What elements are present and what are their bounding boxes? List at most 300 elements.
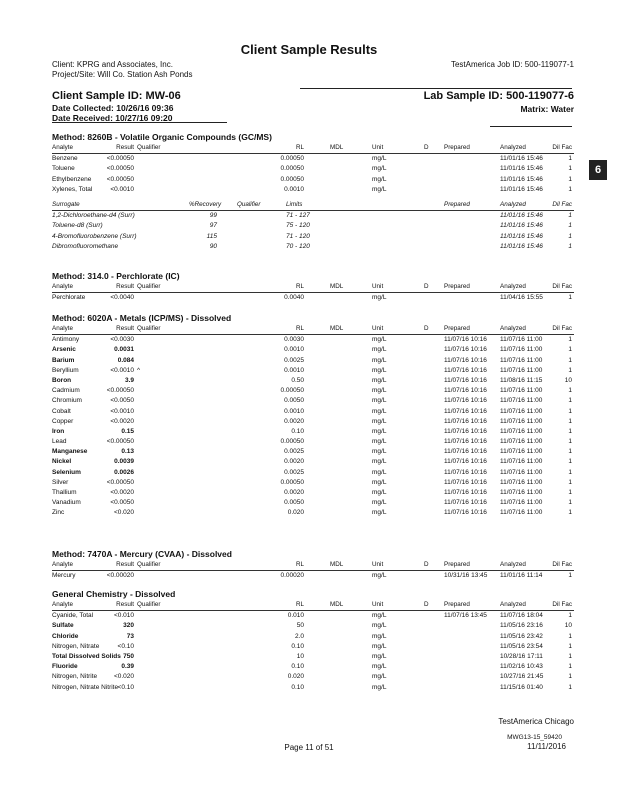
cell-result: 750: [123, 652, 134, 660]
cell-rl: 0.00050: [280, 175, 304, 183]
surrogate-cell-analyzed: 11/01/16 15:46: [500, 212, 543, 220]
column-header-unit: Unit: [372, 325, 384, 332]
cell-analyzed: 11/07/16 18:04: [500, 612, 543, 620]
cell-rl: 2.0: [294, 632, 304, 640]
column-header-d: D: [424, 325, 429, 332]
footer-date: 11/11/2016: [527, 742, 566, 751]
cell-rl: 0.0010: [284, 407, 304, 415]
cell-prepared: 11/07/16 10:16: [444, 478, 487, 486]
cell-analyzed: 11/04/16 15:55: [500, 294, 543, 302]
cell-analyzed: 10/28/16 17:11: [500, 652, 543, 660]
cell-analyte: Xylenes, Total: [52, 185, 93, 193]
column-header-rl: RL: [295, 325, 304, 332]
cell-analyte: Arsenic: [52, 346, 76, 354]
cell-analyte: Chloride: [52, 632, 79, 640]
cell-dil: 1: [568, 366, 572, 374]
cell-result: <0.00050: [106, 387, 134, 395]
result-row: [52, 185, 574, 195]
cell-result: <0.00050: [106, 175, 134, 183]
column-header-mdl: MDL: [330, 283, 344, 290]
column-header-result: Result: [116, 561, 134, 568]
client-sample-id: Client Sample ID: MW-06: [52, 90, 181, 102]
cell-rl: 0.0025: [284, 356, 304, 364]
cell-analyzed: 11/07/16 11:00: [500, 427, 543, 435]
column-header-analyzed: Analyzed: [500, 283, 526, 290]
cell-unit: mg/L: [372, 397, 387, 405]
cell-unit: mg/L: [372, 427, 387, 435]
column-header-result: Result: [116, 325, 134, 332]
cell-analyte: Cyanide, Total: [52, 612, 94, 620]
column-header-result: Result: [116, 144, 134, 151]
cell-result: 0.0039: [114, 458, 134, 466]
surrogate-cell-dil: 1: [568, 232, 572, 240]
cell-prepared: 10/31/16 13:45: [444, 572, 488, 580]
cell-analyzed: 11/07/16 11:00: [500, 499, 543, 507]
cell-unit: mg/L: [372, 438, 387, 446]
cell-rl: 0.020: [287, 673, 304, 681]
cell-rl: 0.00020: [280, 572, 304, 580]
result-row: [52, 407, 574, 417]
cell-prepared: 11/07/16 10:16: [444, 346, 487, 354]
surrogate-header-prepared: Prepared: [444, 200, 470, 208]
cell-analyte: Total Dissolved Solids: [52, 652, 121, 660]
surrogate-header-dil-fac: Dil Fac: [552, 200, 572, 208]
cell-unit: mg/L: [372, 673, 387, 681]
header-rule-matrix: [490, 126, 572, 127]
cell-unit: mg/L: [372, 458, 387, 466]
cell-dil: 1: [568, 427, 572, 435]
cell-analyte: Sulfate: [52, 622, 74, 630]
column-header-row: [52, 282, 574, 293]
cell-rl: 10: [296, 652, 304, 660]
cell-analyzed: 11/15/16 01:40: [500, 683, 543, 691]
cell-result: <0.0010: [110, 366, 134, 374]
method-section: [52, 313, 574, 519]
result-row: [52, 662, 574, 672]
cell-unit: mg/L: [372, 387, 387, 395]
column-header-rl: RL: [295, 601, 304, 608]
cell-analyzed: 11/07/16 11:00: [500, 346, 543, 354]
column-header-qualifier: Qualifier: [137, 283, 161, 290]
cell-analyzed: 11/07/16 11:00: [500, 489, 543, 496]
cell-unit: mg/L: [372, 478, 387, 486]
result-row: [52, 376, 574, 386]
surrogate-cell-dil: 1: [568, 222, 572, 230]
cell-unit: mg/L: [372, 155, 387, 163]
cell-analyzed: 11/01/16 15:46: [500, 175, 543, 183]
column-header-d: D: [424, 283, 429, 290]
column-header-unit: Unit: [372, 144, 384, 151]
matrix: Matrix: Water: [520, 104, 574, 114]
cell-rl: 0.00050: [280, 438, 304, 446]
header-rule-left: [52, 122, 227, 123]
column-header-row: [52, 560, 574, 571]
surrogate-cell-limits: 71 - 127: [286, 212, 310, 220]
cell-unit: mg/L: [372, 509, 387, 517]
cell-unit: mg/L: [372, 612, 387, 620]
method-title: Method: 6020A - Metals (ICP/MS) - Dissolved: [52, 313, 232, 323]
cell-unit: mg/L: [372, 366, 387, 374]
cell-analyte: Barium: [52, 356, 75, 364]
cell-unit: mg/L: [372, 499, 387, 507]
cell-result: <0.0050: [110, 397, 134, 405]
method-title: Method: 8260B - Volatile Organic Compounds (GC/MS): [52, 132, 272, 142]
cell-rl: 0.10: [291, 427, 304, 435]
cell-result: 0.15: [121, 427, 134, 435]
cell-prepared: 11/07/16 10:16: [444, 417, 487, 425]
cell-rl: 0.00050: [280, 155, 304, 163]
cell-analyzed: 11/07/16 11:00: [500, 509, 543, 517]
column-header-qualifier: Qualifier: [137, 325, 161, 332]
cell-dil: 1: [568, 185, 572, 193]
cell-rl: 0.00050: [280, 478, 304, 486]
cell-analyzed: 11/08/16 11:15: [500, 376, 543, 384]
cell-unit: mg/L: [372, 448, 387, 456]
cell-unit: mg/L: [372, 376, 387, 384]
cell-unit: mg/L: [372, 417, 387, 425]
surrogate-cell-name: Dibromofluoromethane: [52, 242, 119, 250]
column-header-dil-fac: Dil Fac: [552, 601, 572, 608]
cell-unit: mg/L: [372, 407, 387, 415]
cell-unit: mg/L: [372, 356, 387, 364]
cell-rl: 0.50: [291, 376, 304, 384]
result-row: [52, 417, 574, 427]
surrogate-header-recovery: %Recovery: [189, 200, 222, 208]
cell-dil: 1: [568, 448, 572, 456]
cell-analyte: Beryllium: [52, 366, 79, 374]
cell-result: <0.00050: [106, 478, 134, 486]
surrogate-cell-recovery: 99: [209, 212, 217, 220]
cell-rl: 0.0025: [284, 468, 304, 476]
cell-prepared: 11/07/16 10:16: [444, 336, 487, 344]
column-header-result: Result: [116, 601, 134, 608]
cell-analyzed: 11/01/16 15:46: [500, 165, 543, 173]
result-row: [52, 437, 574, 447]
cell-unit: mg/L: [372, 165, 387, 173]
cell-result: 0.13: [121, 448, 134, 456]
cell-analyzed: 11/01/16 15:46: [500, 155, 543, 163]
surrogate-cell-dil: 1: [568, 212, 572, 220]
cell-prepared: 11/07/16 10:16: [444, 499, 487, 507]
method-section: [52, 589, 574, 693]
cell-dil: 1: [568, 387, 572, 395]
cell-unit: mg/L: [372, 663, 387, 671]
cell-result: <0.0010: [110, 407, 134, 415]
column-header-unit: Unit: [372, 283, 384, 290]
cell-rl: 0.0020: [284, 489, 304, 496]
surrogate-cell-analyzed: 11/01/16 15:46: [500, 242, 543, 250]
cell-rl: 0.10: [291, 663, 304, 671]
cell-prepared: 11/07/16 10:16: [444, 397, 487, 405]
cell-analyzed: 11/07/16 11:00: [500, 407, 543, 415]
result-row: [52, 427, 574, 437]
result-row: [52, 154, 574, 164]
column-header-result: Result: [116, 283, 134, 290]
surrogate-cell-recovery: 97: [209, 222, 217, 230]
column-header-rl: RL: [295, 283, 304, 290]
cell-unit: mg/L: [372, 572, 387, 580]
cell-unit: mg/L: [372, 489, 387, 496]
cell-prepared: 11/07/16 10:16: [444, 489, 487, 496]
result-row: [52, 508, 574, 518]
cell-analyzed: 11/07/16 11:00: [500, 448, 543, 456]
surrogate-cell-recovery: 115: [206, 232, 217, 240]
cell-result: <0.00050: [106, 155, 134, 163]
column-header-analyte: Analyte: [52, 283, 74, 290]
date-collected: Date Collected: 10/26/16 09:36: [52, 103, 174, 113]
surrogate-cell-name: Toluene-d8 (Surr): [52, 222, 103, 230]
page-title: Client Sample Results: [240, 42, 378, 57]
cell-analyte: Selenium: [52, 468, 81, 476]
footer-page-number: Page 11 of 51: [284, 743, 334, 752]
column-header-qualifier: Qualifier: [137, 601, 161, 608]
cell-unit: mg/L: [372, 346, 387, 354]
cell-rl: 0.0025: [284, 448, 304, 456]
column-header-dil-fac: Dil Fac: [552, 144, 572, 151]
cell-result: <0.0040: [110, 294, 134, 302]
cell-dil: 1: [568, 397, 572, 405]
cell-unit: mg/L: [372, 632, 387, 640]
surrogate-cell-limits: 70 - 120: [286, 242, 310, 250]
result-row: [52, 447, 574, 457]
project-site: Project/Site: Will Co. Station Ash Ponds: [52, 70, 193, 79]
column-header-analyzed: Analyzed: [500, 325, 526, 332]
cell-dil: 1: [568, 509, 572, 517]
cell-unit: mg/L: [372, 336, 387, 344]
cell-unit: mg/L: [372, 683, 387, 691]
result-row: [52, 366, 574, 376]
column-header-qualifier: Qualifier: [137, 561, 161, 568]
cell-analyte: Boron: [52, 376, 72, 384]
column-header-unit: Unit: [372, 561, 384, 568]
column-header-d: D: [424, 601, 429, 608]
method-section: [52, 271, 574, 303]
cell-analyte: Toluene: [52, 165, 75, 173]
column-header-dil-fac: Dil Fac: [552, 283, 572, 290]
cell-rl: 0.0020: [284, 417, 304, 425]
method-section: [52, 132, 574, 252]
column-header-prepared: Prepared: [444, 325, 470, 332]
cell-result: <0.0020: [110, 489, 134, 496]
cell-analyzed: 11/05/16 23:16: [500, 622, 543, 630]
surrogate-row: [52, 242, 574, 252]
column-header-rl: RL: [295, 561, 304, 568]
method-title: Method: 7470A - Mercury (CVAA) - Dissolved: [52, 549, 232, 559]
cell-analyzed: 11/07/16 11:00: [500, 417, 543, 425]
section-tab-badge: 6: [589, 160, 607, 180]
surrogate-header-surrogate: Surrogate: [52, 200, 80, 208]
cell-analyte: Thallium: [52, 489, 77, 496]
cell-result: <0.10: [117, 683, 134, 691]
cell-dil: 1: [568, 165, 572, 173]
cell-rl: 0.10: [291, 642, 304, 650]
lab-sample-id: Lab Sample ID: 500-119077-6: [423, 90, 574, 102]
cell-dil: 1: [568, 468, 572, 476]
result-row: [52, 498, 574, 508]
surrogate-cell-dil: 1: [568, 242, 572, 250]
cell-rl: 0.0020: [284, 458, 304, 466]
cell-analyte: Antimony: [52, 336, 80, 344]
cell-rl: 0.0030: [284, 336, 304, 344]
cell-rl: 50: [296, 622, 304, 630]
cell-analyzed: 11/02/16 10:43: [500, 663, 543, 671]
cell-result: <0.010: [113, 612, 134, 620]
column-header-qualifier: Qualifier: [137, 144, 161, 151]
date-received: Date Received: 10/27/16 09:20: [52, 113, 173, 123]
cell-unit: mg/L: [372, 642, 387, 650]
cell-prepared: 11/07/16 13:45: [444, 612, 487, 620]
cell-rl: 0.00050: [280, 387, 304, 395]
cell-dil: 1: [568, 438, 572, 446]
result-row: [52, 335, 574, 345]
cell-dil: 10: [564, 622, 572, 630]
column-header-analyzed: Analyzed: [500, 601, 526, 608]
cell-prepared: 11/07/16 10:16: [444, 407, 487, 415]
cell-result: <0.10: [117, 642, 134, 650]
surrogate-row: [52, 211, 574, 221]
column-header-prepared: Prepared: [444, 561, 470, 568]
column-header-analyte: Analyte: [52, 325, 74, 332]
cell-dil: 1: [568, 356, 572, 364]
column-header-analyzed: Analyzed: [500, 144, 526, 151]
result-row: [52, 478, 574, 488]
result-row: [52, 356, 574, 366]
cell-prepared: 11/07/16 10:16: [444, 468, 487, 476]
cell-dil: 1: [568, 155, 572, 163]
result-row: [52, 164, 574, 174]
column-header-mdl: MDL: [330, 325, 344, 332]
column-header-row: [52, 600, 574, 611]
surrogate-row: [52, 221, 574, 231]
cell-rl: 0.010: [287, 612, 304, 620]
result-row: [52, 175, 574, 185]
cell-unit: mg/L: [372, 185, 387, 193]
column-header-row: [52, 143, 574, 154]
cell-analyte: Benzene: [52, 155, 78, 163]
cell-prepared: 11/07/16 10:16: [444, 448, 487, 456]
result-row: [52, 345, 574, 355]
result-row: [52, 457, 574, 467]
cell-analyzed: 11/07/16 11:00: [500, 458, 543, 466]
method-title: Method: 314.0 - Perchlorate (IC): [52, 271, 180, 281]
cell-dil: 10: [564, 376, 572, 384]
cell-analyte: Chromium: [52, 397, 82, 405]
result-row: [52, 621, 574, 631]
cell-dil: 1: [568, 336, 572, 344]
cell-prepared: 11/07/16 10:16: [444, 366, 487, 374]
surrogate-header-row: [52, 200, 574, 211]
cell-analyte: Zinc: [52, 509, 65, 517]
cell-dil: 1: [568, 294, 572, 302]
cell-unit: mg/L: [372, 468, 387, 476]
cell-prepared: 11/07/16 10:16: [444, 376, 487, 384]
cell-analyte: Silver: [52, 478, 69, 486]
surrogate-header-limits: Limits: [286, 200, 303, 208]
cell-analyzed: 11/05/16 23:42: [500, 632, 543, 640]
column-header-analyzed: Analyzed: [500, 561, 526, 568]
cell-dil: 1: [568, 683, 572, 691]
result-row: [52, 293, 574, 303]
cell-unit: mg/L: [372, 175, 387, 183]
cell-dil: 1: [568, 489, 572, 496]
cell-result: 73: [126, 632, 134, 640]
surrogate-cell-limits: 71 - 120: [286, 232, 310, 240]
job-id: TestAmerica Job ID: 500-119077-1: [450, 60, 574, 69]
cell-result: 0.0026: [114, 468, 134, 476]
cell-result: 320: [123, 622, 134, 630]
cell-dil: 1: [568, 346, 572, 354]
result-row: [52, 571, 574, 581]
column-header-rl: RL: [295, 144, 304, 151]
cell-dil: 1: [568, 663, 572, 671]
cell-result: <0.020: [113, 509, 134, 517]
cell-result: <0.0020: [110, 417, 134, 425]
cell-unit: mg/L: [372, 622, 387, 630]
surrogate-cell-name: 4-Bromofluorobenzene (Surr): [52, 232, 137, 240]
cell-unit: mg/L: [372, 652, 387, 660]
cell-analyte: Manganese: [52, 448, 88, 456]
cell-analyte: Cobalt: [52, 407, 71, 415]
surrogate-row: [52, 232, 574, 242]
cell-dil: 1: [568, 632, 572, 640]
column-header-unit: Unit: [372, 601, 384, 608]
cell-result: <0.00050: [106, 438, 134, 446]
cell-result: <0.0030: [110, 336, 134, 344]
cell-analyte: Nitrogen, Nitrate Nitrite: [52, 683, 119, 691]
surrogate-cell-recovery: 90: [209, 242, 217, 250]
column-header-dil-fac: Dil Fac: [552, 325, 572, 332]
cell-dil: 1: [568, 673, 572, 681]
cell-dil: 1: [568, 499, 572, 507]
cell-analyte: Cadmium: [52, 387, 80, 395]
cell-result: <0.0050: [110, 499, 134, 507]
cell-dil: 1: [568, 478, 572, 486]
cell-prepared: 11/07/16 10:16: [444, 458, 487, 466]
cell-analyzed: 11/01/16 11:14: [500, 572, 543, 580]
footer-doc-id: MWG13-15_59420: [507, 734, 562, 741]
cell-rl: 0.0010: [284, 185, 304, 193]
cell-dil: 1: [568, 175, 572, 183]
cell-analyte: Mercury: [52, 572, 76, 580]
cell-rl: 0.0050: [284, 397, 304, 405]
cell-analyzed: 11/01/16 15:46: [500, 185, 543, 193]
cell-dil: 1: [568, 652, 572, 660]
client-name: Client: KPRG and Associates, Inc.: [52, 60, 173, 69]
cell-result: <0.020: [113, 673, 134, 681]
surrogate-header-analyzed: Analyzed: [500, 200, 526, 208]
cell-rl: 0.0050: [284, 499, 304, 507]
column-header-prepared: Prepared: [444, 601, 470, 608]
cell-analyte: Copper: [52, 417, 74, 425]
cell-result: <0.00050: [106, 165, 134, 173]
column-header-analyte: Analyte: [52, 144, 74, 151]
cell-analyzed: 11/07/16 11:00: [500, 397, 543, 405]
cell-analyzed: 11/07/16 11:00: [500, 468, 543, 476]
cell-qualifier: ^: [137, 366, 141, 374]
result-row: [52, 683, 574, 693]
surrogate-cell-limits: 75 - 120: [286, 222, 310, 230]
cell-analyte: Lead: [52, 438, 67, 446]
column-header-mdl: MDL: [330, 601, 344, 608]
method-section: [52, 549, 574, 581]
cell-analyzed: 11/07/16 11:00: [500, 478, 543, 486]
cell-analyte: Vanadium: [52, 499, 81, 507]
result-row: [52, 642, 574, 652]
cell-dil: 1: [568, 407, 572, 415]
cell-result: 0.39: [121, 663, 134, 671]
result-row: [52, 488, 574, 498]
cell-analyzed: 10/27/16 21:45: [500, 673, 544, 681]
